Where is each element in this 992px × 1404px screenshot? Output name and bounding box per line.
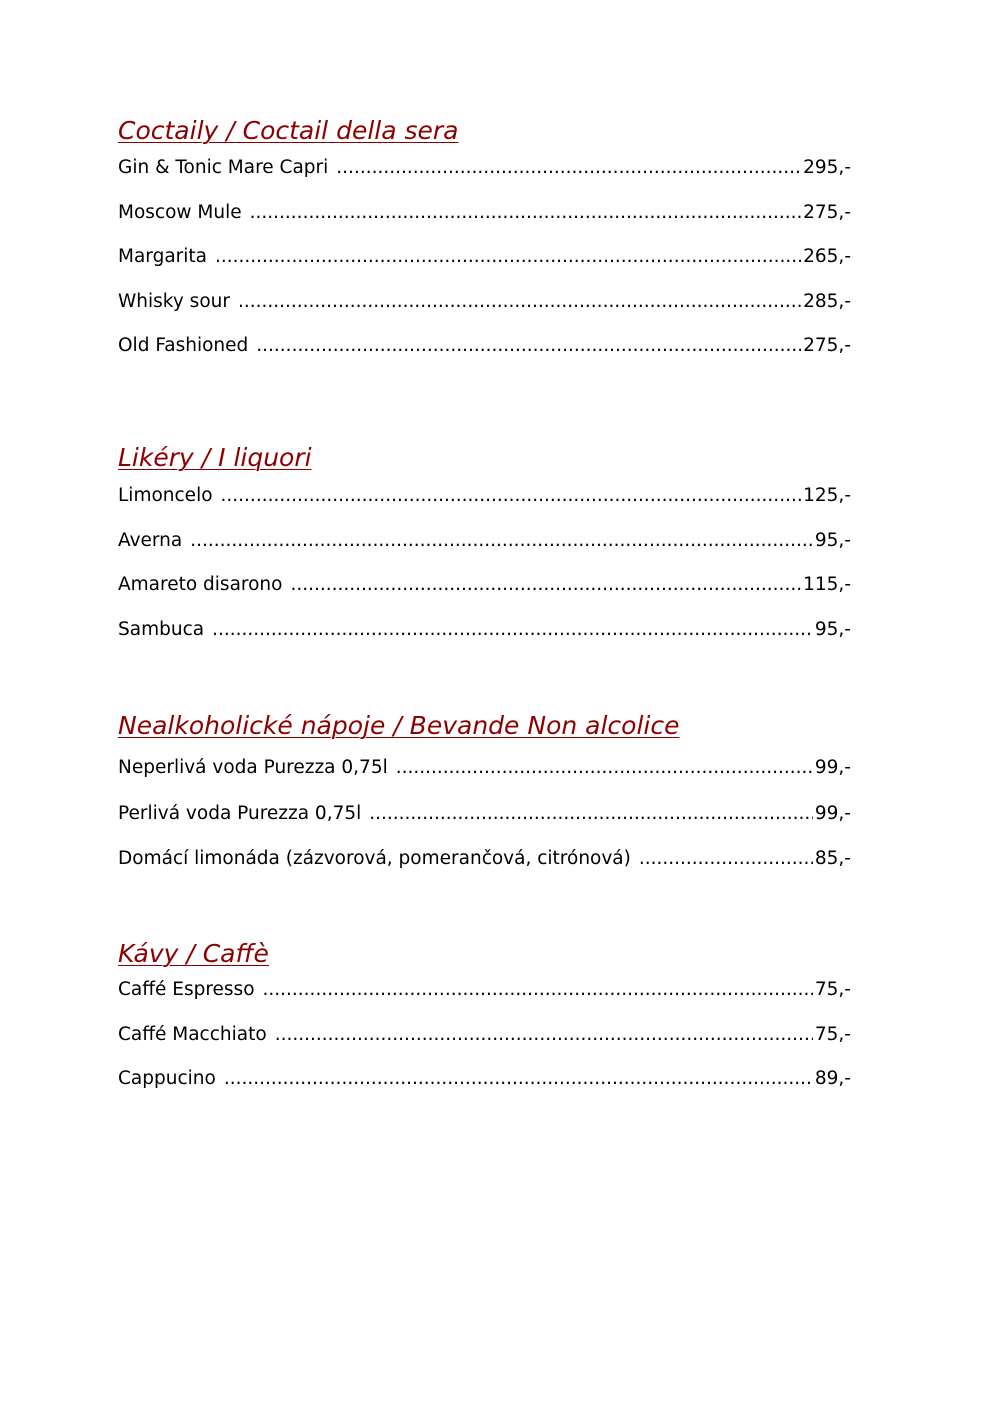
item-price: 95,- bbox=[814, 529, 851, 551]
item-price: 295,- bbox=[803, 157, 851, 178]
item-price: 95,- bbox=[814, 618, 851, 640]
item-name: Amareto disarono bbox=[118, 574, 283, 596]
list-item bbox=[118, 291, 851, 336]
item-price: 125,- bbox=[803, 485, 851, 506]
list-item bbox=[118, 757, 851, 803]
item-list bbox=[118, 979, 851, 1113]
menu-section-soft-drinks bbox=[118, 711, 851, 894]
item-list bbox=[118, 757, 851, 894]
dot-leader bbox=[238, 291, 801, 313]
item-price: 275,- bbox=[803, 335, 851, 357]
dot-leader bbox=[639, 848, 813, 870]
item-price: 75,- bbox=[814, 979, 851, 1000]
item-name: Cappucino bbox=[118, 1068, 216, 1090]
item-name: Old Fashioned bbox=[118, 335, 249, 357]
section-title: Coctaily / Coctail della sera bbox=[118, 116, 459, 145]
list-item bbox=[118, 1068, 851, 1113]
list-item bbox=[118, 202, 851, 247]
dot-leader bbox=[263, 979, 813, 1001]
item-name: Domácí limonáda (zázvorová, pomerančová, citrónová) bbox=[118, 848, 631, 869]
list-item bbox=[118, 619, 851, 664]
item-price: 265,- bbox=[803, 246, 851, 268]
dot-leader bbox=[221, 485, 802, 507]
section-title: Kávy / Caffè bbox=[118, 939, 269, 968]
item-name: Averna bbox=[118, 529, 183, 551]
item-price: 89,- bbox=[814, 1068, 851, 1090]
item-name: Caffé Macchiato bbox=[118, 1023, 267, 1045]
list-item bbox=[118, 246, 851, 291]
item-name: Caffé Espresso bbox=[118, 979, 255, 1000]
section-title: Likéry / I liquori bbox=[118, 443, 312, 472]
dot-leader bbox=[250, 202, 801, 224]
item-list bbox=[118, 157, 851, 380]
list-item bbox=[118, 157, 851, 202]
item-name: Perlivá voda Purezza 0,75l bbox=[118, 802, 362, 824]
item-price: 99,- bbox=[814, 802, 851, 824]
dot-leader bbox=[396, 757, 813, 779]
menu-section-liqueurs bbox=[118, 443, 851, 663]
dot-leader bbox=[290, 574, 801, 596]
item-price: 275,- bbox=[803, 201, 851, 223]
dot-leader bbox=[215, 246, 801, 268]
item-name: Sambuca bbox=[118, 618, 205, 640]
list-item bbox=[118, 530, 851, 575]
section-title: Nealkoholické nápoje / Bevande Non alcolice bbox=[118, 711, 680, 740]
menu-section-cocktails bbox=[118, 116, 851, 380]
dot-leader bbox=[256, 335, 801, 357]
item-price: 85,- bbox=[814, 848, 851, 869]
dot-leader bbox=[369, 803, 813, 825]
dot-leader bbox=[224, 1068, 813, 1090]
list-item bbox=[118, 335, 851, 380]
dot-leader bbox=[275, 1024, 813, 1046]
item-name: Margarita bbox=[118, 246, 207, 268]
dot-leader bbox=[212, 619, 813, 641]
dot-leader bbox=[336, 157, 801, 179]
item-name: Moscow Mule bbox=[118, 201, 242, 223]
list-item bbox=[118, 1024, 851, 1069]
item-price: 99,- bbox=[814, 757, 851, 778]
item-name: Limoncelo bbox=[118, 485, 213, 506]
item-name: Gin & Tonic Mare Capri bbox=[118, 157, 329, 178]
item-name: Neperlivá voda Purezza 0,75l bbox=[118, 757, 388, 778]
list-item bbox=[118, 485, 851, 530]
list-item bbox=[118, 803, 851, 849]
dot-leader bbox=[190, 530, 813, 552]
item-price: 115,- bbox=[803, 574, 851, 596]
item-name: Whisky sour bbox=[118, 290, 230, 312]
menu-section-coffee bbox=[118, 939, 851, 1113]
item-price: 75,- bbox=[814, 1023, 851, 1045]
list-item bbox=[118, 574, 851, 619]
item-price: 285,- bbox=[803, 290, 851, 312]
list-item bbox=[118, 979, 851, 1024]
list-item bbox=[118, 848, 851, 894]
item-list bbox=[118, 485, 851, 663]
